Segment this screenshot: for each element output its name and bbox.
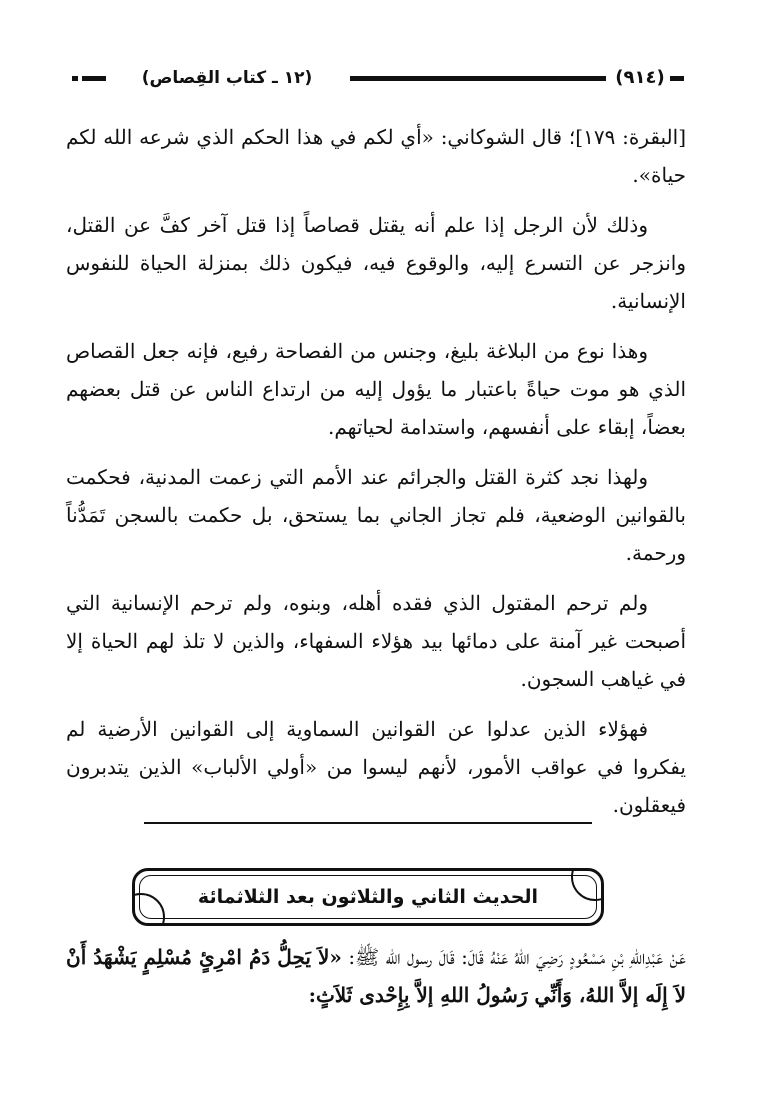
paragraph-quran-citation: [البقرة: ١٧٩]؛ قال الشوكاني: «أي لكم في هذا الحكم الذي شرعه الله لكم حياة». [66,125,687,187]
hadith-quote: «لاَ يَحِلُّ دَمُ امْرِئٍ مُسْلِمٍ يَشْهَدُ أَنْ لاَ إِلَه إلاَّ اللهُ، وَأَنِّي رَسُولُ اللهِ إلاَّ بِإِحْدى ثَلاَثٍ: [66,945,686,1007]
section-divider [144,822,592,824]
hadith-text [66,938,686,1014]
hadith-title: الحديث الثاني والثلاثون بعد الثلاثمائة [197,886,539,908]
paragraph: ولم ترحم المقتول الذي فقده أهله، وبنوه، ولم ترحم الإنسانية التي أصبحت غير آمنة على دمائها بيد هؤلاء السفهاء، والذين لا تلذ لهم الحياة إلا في غياهب السجون. [66,591,686,691]
running-header [72,66,684,94]
header-rule-right [670,76,684,81]
hadith-title-box [132,868,604,926]
hadith-narration: عَنْ عَبْدِاللهِ بْنِ مَسْعُودٍ رَضِيَ اللهُ عَنْهُ قَالَ: قَالَ رسول الله ﷺ: [348,945,686,969]
header-rule-long [350,76,606,81]
header-rule-left [82,76,106,81]
paragraph: وذلك لأن الرجل إذا علم أنه يقتل قصاصاً إذا قتل آخر كفَّ عن القتل، وانزجر عن التسرع إليه، والوقوع فيه، فيكون ذلك بمنزلة الحياة للنفوس الإنسانية. [66,213,686,313]
body-text [66,118,686,836]
header-rule-outer-left [72,76,78,81]
paragraph: ولهذا نجد كثرة القتل والجرائم عند الأمم التي زعمت المدنية، فحكمت بالقوانين الوضعية، فلم تجاز الجاني بما يستحق، بل حكمت بالسجن تَمَدُّناً ورحمة. [66,465,686,565]
book-title: (١٢ ـ كتاب القِصاص) [141,68,313,88]
paragraph: فهؤلاء الذين عدلوا عن القوانين السماوية إلى القوانين الأرضية لم يفكروا في عواقب الأمور، لأنهم ليسوا من «أولي الألباب» الذين يتدبرون فيعقلون. [66,717,686,817]
paragraph: وهذا نوع من البلاغة بليغ، وجنس من الفصاحة رفيع، فإنه جعل القصاص الذي هو موت حياةً باعتبار ما يؤول إليه من ارتداع الناس عن قتل بعضهم بعضاً، إبقاء على أنفسهم، واستدامة لحياتهم. [66,339,686,439]
page-number: (٩١٤) [615,67,665,88]
